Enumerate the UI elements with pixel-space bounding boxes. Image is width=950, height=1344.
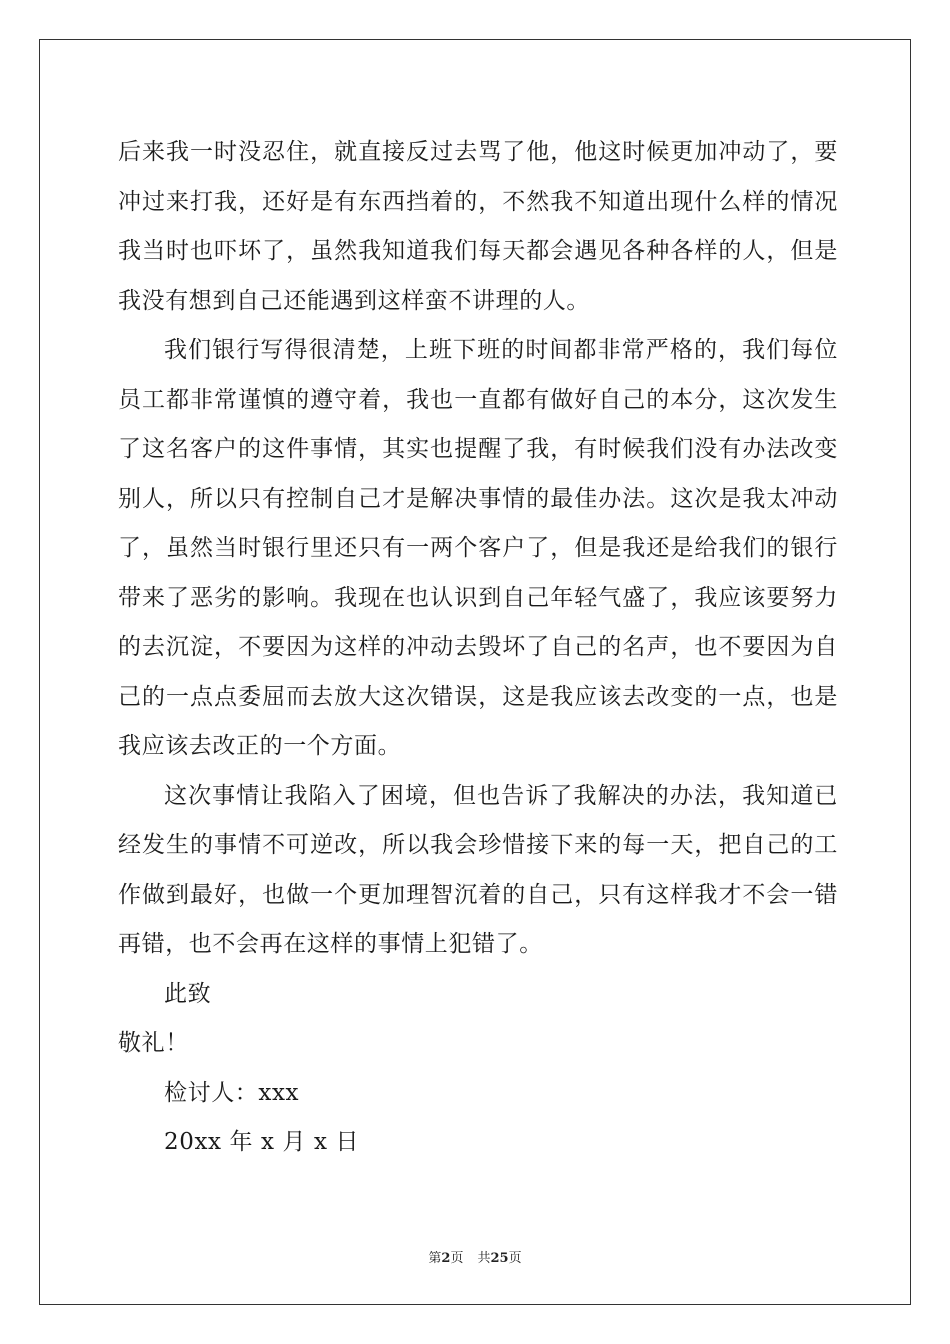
footer-page-suffix: 页 — [450, 1251, 464, 1266]
text-line: 了这名客户的这件事情，其实也提醒了我，有时候我们没有办法改变 — [118, 436, 838, 462]
text-line: 我没有想到自己还能遇到这样蛮不讲理的人。 — [118, 287, 590, 314]
text-line: 敬礼！ — [118, 1030, 189, 1056]
text-line: 这次事情让我陷入了困境，但也告诉了我解决的办法，我知道已 — [164, 782, 838, 809]
text-line: 己的一点点委屈而去放大这次错误，这是我应该去改变的一点，也是 — [118, 683, 838, 710]
text-line: 带来了恶劣的影响。我现在也认识到自己年轻气盛了，我应该要努力 — [118, 584, 838, 611]
text-line: 后来我一时没忍住，就直接反过去骂了他，他这时候更加冲动了，要 — [118, 139, 838, 165]
text-line: 20xx 年 x 月 x 日 — [164, 1129, 360, 1155]
text-line: 作做到最好，也做一个更加理智沉着的自己，只有这样我才不会一错 — [118, 881, 838, 908]
text-line: 别人，所以只有控制自己才是解决事情的最佳办法。这次是我太冲动 — [118, 485, 838, 512]
text-line: 此致 — [164, 980, 212, 1007]
text-line: 我当时也吓坏了，虽然我知道我们每天都会遇见各种各样的人，但是 — [118, 238, 838, 264]
footer-page-number: 2 — [441, 1251, 451, 1266]
text-line: 经发生的事情不可逆改，所以我会珍惜接下来的每一天，把自己的工 — [118, 832, 838, 858]
footer-total-suffix: 页 — [508, 1251, 522, 1266]
text-line: 检讨人：xxx — [164, 1079, 300, 1106]
footer-page-prefix: 第 — [428, 1251, 442, 1266]
text-line: 我应该去改正的一个方面。 — [118, 733, 402, 759]
text-line: 了，虽然当时银行里还只有一两个客户了，但是我还是给我们的银行 — [118, 535, 838, 561]
text-line: 我们银行写得很清楚，上班下班的时间都非常严格的，我们每位 — [164, 337, 838, 363]
page-footer — [0, 1247, 950, 1266]
text-line: 再错，也不会再在这样的事情上犯错了。 — [118, 931, 543, 957]
text-line: 的去沉淀，不要因为这样的冲动去毁坏了自己的名声，也不要因为自 — [118, 634, 838, 660]
footer-total-prefix: 共 — [477, 1251, 491, 1266]
footer-total-pages: 25 — [490, 1251, 509, 1266]
document-body — [118, 128, 838, 1168]
text-line: 冲过来打我，还好是有东西挡着的，不然我不知道出现什么样的情况 — [118, 188, 838, 215]
text-line: 员工都非常谨慎的遵守着，我也一直都有做好自己的本分，这次发生 — [118, 386, 838, 413]
